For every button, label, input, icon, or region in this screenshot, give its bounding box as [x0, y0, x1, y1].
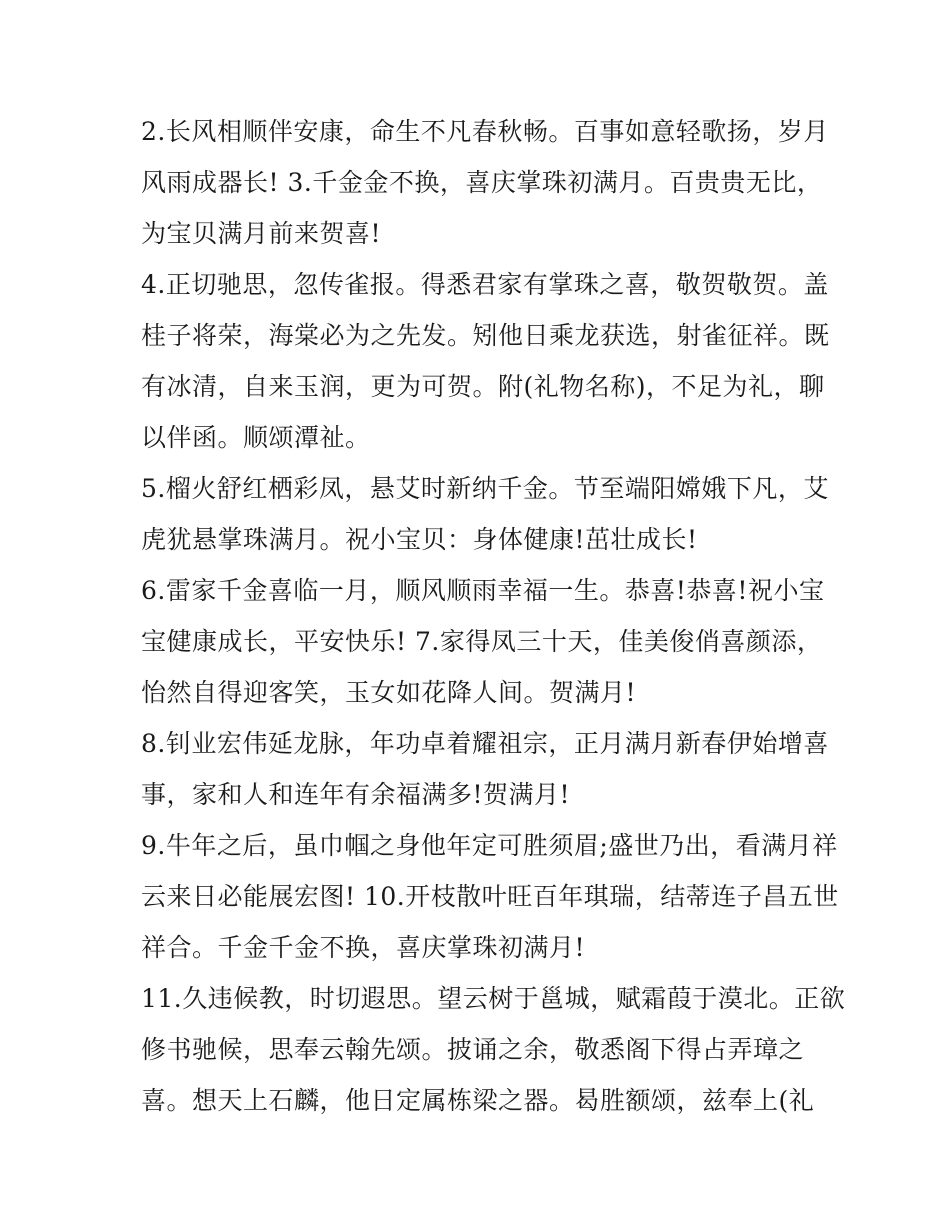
text-line: 5.榴火舒红栖彩凤，悬艾时新纳千金。节至端阳嫦娥下凡，艾 [141, 474, 829, 503]
document-body [141, 106, 846, 1126]
text-line: 为宝贝满月前来贺喜! [141, 219, 382, 248]
text-line: 祥合。千金千金不换，喜庆掌珠初满月! [141, 933, 586, 962]
text-line: 有冰清，自来玉润，更为可贺。附(礼物名称)，不足为礼，聊 [141, 372, 825, 401]
text-line: 4.正切驰思，忽传雀报。得悉君家有掌珠之喜，敬贺敬贺。盖 [141, 270, 829, 299]
text-line: 喜。想天上石麟，他日定属栋梁之器。曷胜额颂，兹奉上(礼 [141, 1086, 815, 1115]
text-line: 9.牛年之后，虽巾帼之身他年定可胜须眉;盛世乃出，看满月祥 [141, 831, 838, 860]
text-line: 桂子将荣，海棠必为之先发。矧他日乘龙获选，射雀征祥。既 [141, 321, 830, 350]
text-line: 事，家和人和连年有余福满多!贺满月! [141, 780, 571, 809]
text-line: 风雨成器长! 3.千金金不换，喜庆掌珠初满月。百贵贵无比， [141, 168, 823, 197]
text-line: 8.钊业宏伟延龙脉，年功卓着耀祖宗，正月满月新春伊始增喜 [141, 729, 829, 758]
text-line: 修书驰候，思奉云翰先颂。披诵之余，敬悉阁下得占弄璋之 [141, 1035, 805, 1064]
text-line: 虎犹悬掌珠满月。祝小宝贝：身体健康!茁壮成长! [141, 525, 698, 554]
text-line: 云来日必能展宏图! 10.开枝散叶旺百年琪瑞，结蒂连子昌五世 [141, 882, 839, 911]
text-line: 怡然自得迎客笑，玉女如花降人间。贺满月! [141, 678, 637, 707]
text-line: 6.雷家千金喜临一月，顺风顺雨幸福一生。恭喜!恭喜!祝小宝 [141, 576, 825, 605]
text-line: 以伴函。顺颂潭祉。 [141, 423, 371, 452]
text-line: 11.久违候教，时切遐思。望云树于邕城，赋霜葭于漠北。正欲 [141, 984, 846, 1013]
text-line: 宝健康成长，平安快乐! 7.家得凤三十天，佳美俊俏喜颜添， [141, 627, 823, 656]
text-line: 2.长风相顺伴安康，命生不凡春秋畅。百事如意轻歌扬，岁月 [141, 117, 829, 146]
